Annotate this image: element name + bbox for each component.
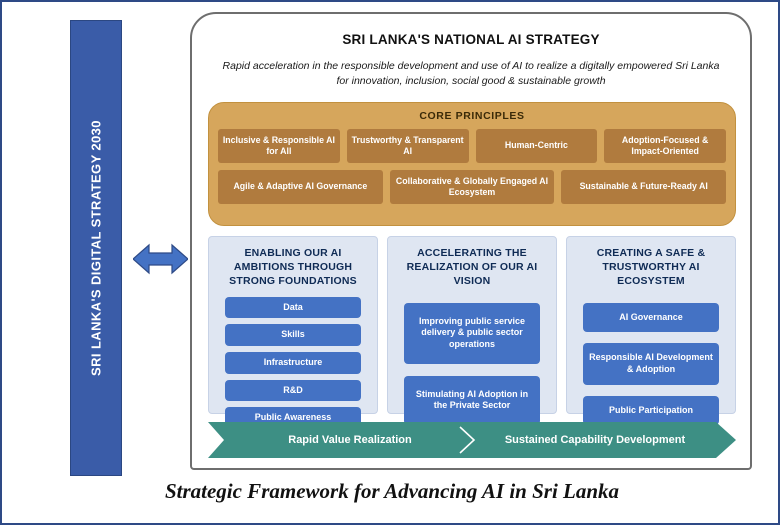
- pillar-accelerating-realization: [387, 236, 557, 414]
- pillar-item[interactable]: Data: [225, 297, 361, 319]
- core-principle-item[interactable]: Collaborative & Globally Engaged AI Ecosystem: [390, 170, 555, 204]
- strategy-pillars: [208, 236, 736, 423]
- pillar-item-list: [577, 303, 725, 426]
- band-label-left: Rapid Value Realization: [288, 434, 412, 446]
- core-principles-row-1: [209, 129, 735, 163]
- pillar-title: ACCELERATING THE REALIZATION OF OUR AI VISION: [406, 247, 538, 288]
- pillar-item[interactable]: R&D: [225, 380, 361, 402]
- core-principle-item[interactable]: Sustainable & Future-Ready AI: [561, 170, 726, 204]
- core-principles-box: [208, 102, 736, 226]
- pillar-item-list: [398, 303, 546, 425]
- pillar-item[interactable]: Public Participation: [583, 396, 719, 426]
- double-arrow-icon: [133, 242, 188, 276]
- national-ai-strategy-panel: [190, 12, 752, 470]
- pillar-item[interactable]: Responsible AI Development & Adoption: [583, 343, 719, 384]
- digital-strategy-banner-label: SRI LANKA'S DIGITAL STRATEGY 2030: [88, 120, 104, 376]
- band-label-right: Sustained Capability Development: [504, 434, 686, 446]
- pillar-item[interactable]: Skills: [225, 324, 361, 346]
- panel-subtitle: Rapid acceleration in the responsible development and use of AI to realize a digitally empowered Sri Lanka for innovation, inclusion, social good & sustainable growth: [222, 60, 720, 88]
- outcomes-chevron-band: [208, 422, 736, 458]
- pillar-item[interactable]: Stimulating AI Adoption in the Private Sector: [404, 376, 540, 425]
- core-principle-item[interactable]: Human-Centric: [476, 129, 598, 163]
- pillar-safe-trustworthy-ecosystem: [566, 236, 736, 414]
- core-principle-item[interactable]: Agile & Adaptive AI Governance: [218, 170, 383, 204]
- pillar-item[interactable]: Infrastructure: [225, 352, 361, 374]
- core-principle-item[interactable]: Adoption-Focused & Impact-Oriented: [604, 129, 726, 163]
- core-principle-item[interactable]: Trustworthy & Transparent AI: [347, 129, 469, 163]
- core-principles-title: CORE PRINCIPLES: [419, 110, 525, 122]
- digital-strategy-banner: [70, 20, 122, 476]
- pillar-enabling-foundations: [208, 236, 378, 423]
- pillar-item[interactable]: AI Governance: [583, 303, 719, 333]
- pillar-title: ENABLING OUR AI AMBITIONS THROUGH STRONG FOUNDATIONS: [229, 247, 357, 288]
- pillar-item[interactable]: Improving public service delivery & public sector operations: [404, 303, 540, 364]
- core-principle-item[interactable]: Inclusive & Responsible AI for All: [218, 129, 340, 163]
- figure-caption: Strategic Framework for Advancing AI in Sri Lanka: [164, 479, 620, 503]
- panel-title: SRI LANKA'S NATIONAL AI STRATEGY: [342, 32, 600, 47]
- pillar-title: CREATING A SAFE & TRUSTWORTHY AI ECOSYSTEM: [596, 247, 706, 288]
- pillar-item-list: [219, 297, 367, 429]
- pillar-item[interactable]: Public Awareness: [225, 407, 361, 429]
- core-principles-row-2: [209, 170, 735, 204]
